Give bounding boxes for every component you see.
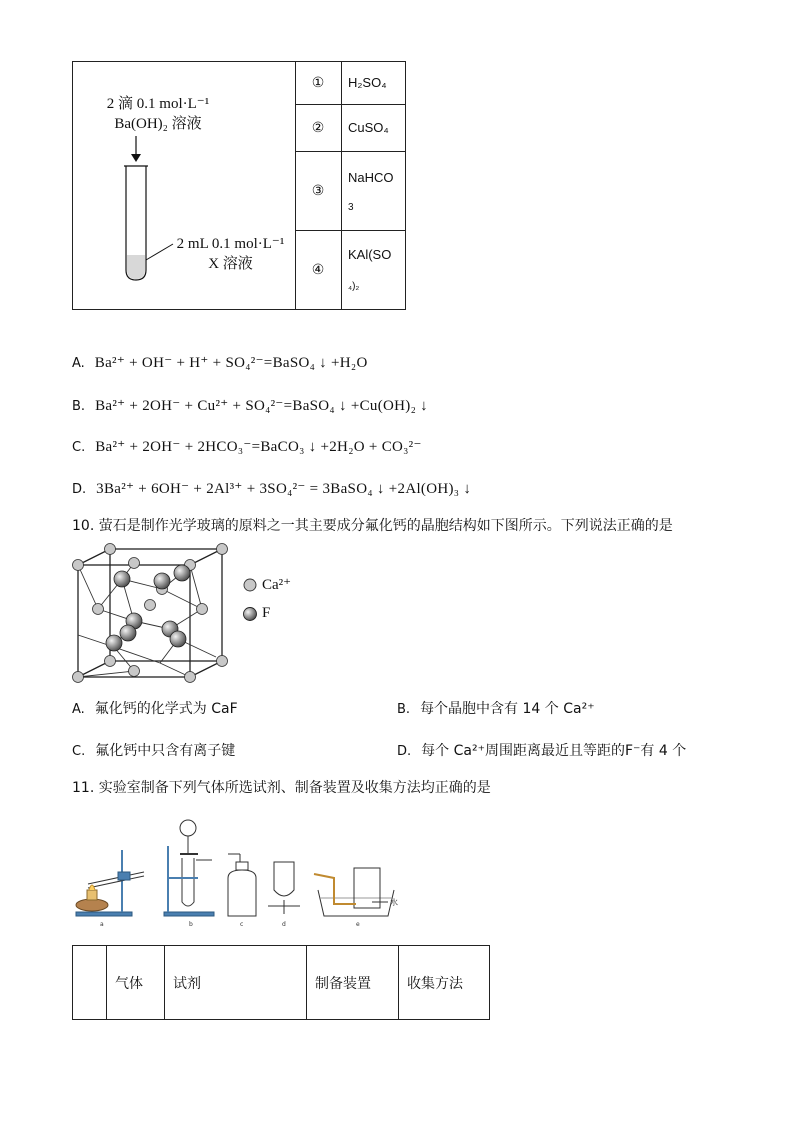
- top-reagent-line2: Ba(OH)₂ 溶液: [114, 116, 202, 132]
- f-ion-swatch: [242, 606, 258, 622]
- row-formula-subscript: 3: [348, 202, 354, 213]
- row-number: ④: [295, 231, 342, 309]
- test-tube-figure: [73, 62, 296, 309]
- top-reagent-line1: 2 滴 0.1 mol·L⁻¹: [106, 96, 210, 112]
- bottom-reagent-label: [168, 234, 293, 274]
- legend-ca: [242, 575, 291, 594]
- option-c: [72, 740, 235, 760]
- option-c: [72, 437, 422, 456]
- option-label: C.: [72, 744, 86, 759]
- option-label: D.: [397, 744, 412, 759]
- crystal-cell-diagram: [70, 543, 240, 688]
- option-label: D.: [72, 482, 87, 497]
- apparatus-label-b: b: [189, 921, 193, 926]
- option-equation: Ba²⁺ + OH⁻ + H⁺ + SO₄²⁻=BaSO₄ ↓ +H₂O: [94, 355, 368, 371]
- gas-preparation-table: [72, 945, 490, 1020]
- row-formula-subscript: ₄)₂: [348, 281, 360, 292]
- table-header-reagent: 试剂: [165, 946, 307, 1019]
- ca-ion-swatch: [242, 577, 258, 593]
- option-label: A.: [72, 356, 85, 371]
- apparatus-label-a: a: [100, 921, 104, 926]
- legend-f: [242, 605, 270, 622]
- option-equation: Ba²⁺ + 2OH⁻ + Cu²⁺ + SO₄²⁻=BaSO₄ ↓ +Cu(OH)₂ ↓: [95, 398, 428, 414]
- option-a: [72, 698, 238, 718]
- table-header-gas: 气体: [107, 946, 165, 1019]
- row-formula: NaHCO: [348, 170, 394, 185]
- question-10-stem: 10. 萤石是制作光学玻璃的原料之一其主要成分氟化钙的晶胞结构如下图所示。下列说法正确的是: [72, 518, 673, 534]
- option-equation: Ba²⁺ + 2OH⁻ + 2HCO₃⁻=BaCO₃ ↓ +2H₂O + CO₃²⁻: [95, 439, 422, 455]
- option-d: [72, 479, 471, 498]
- row-formula: KAl(SO: [348, 247, 392, 262]
- option-label: B.: [72, 399, 86, 414]
- reagent-table: [72, 61, 406, 310]
- reagent-row: [295, 152, 405, 231]
- table-header-blank: [73, 946, 107, 1019]
- row-formula: CuSO₄: [348, 120, 389, 135]
- question-11-stem: 11. 实验室制备下列气体所选试剂、制备装置及收集方法均正确的是: [72, 780, 491, 796]
- reagent-row: [295, 105, 405, 152]
- row-number: ②: [295, 105, 342, 151]
- legend-f-label: F: [262, 605, 271, 621]
- reagent-row: [295, 62, 405, 105]
- option-equation: 3Ba²⁺ + 6OH⁻ + 2Al³⁺ + 3SO₄²⁻ = 3BaSO₄ ↓ +2Al(OH)₃ ↓: [96, 481, 472, 497]
- legend-ca-label: Ca²⁺: [262, 577, 292, 593]
- apparatus-label-c: c: [240, 921, 244, 926]
- table-header-collection: 收集方法: [407, 975, 463, 992]
- row-formula: H₂SO₄: [348, 75, 387, 90]
- row-number: ①: [295, 62, 342, 104]
- apparatus-label-e: e: [356, 921, 360, 926]
- option-label: A.: [72, 702, 85, 717]
- option-text: 氟化钙中只含有离子键: [95, 743, 236, 759]
- apparatus-label-d: d: [282, 921, 286, 926]
- option-b: [72, 396, 428, 415]
- option-label: C.: [72, 440, 86, 455]
- water-label: 水: [390, 898, 398, 907]
- option-text: 氟化钙的化学式为 CaF: [94, 701, 238, 717]
- reagent-row: [295, 231, 405, 309]
- apparatus-figure: [72, 806, 412, 926]
- bottom-reagent-line1: 2 mL 0.1 mol·L⁻¹: [176, 236, 285, 252]
- option-a: [72, 353, 368, 372]
- option-d: [397, 740, 686, 760]
- bottom-reagent-line2: X 溶液: [208, 256, 253, 272]
- row-number: ③: [295, 152, 342, 230]
- table-header-apparatus: 制备装置: [307, 946, 399, 1019]
- option-text: 每个 Ca²⁺周围距离最近且等距的F⁻有 4 个: [421, 743, 687, 759]
- option-text: 每个晶胞中含有 14 个 Ca²⁺: [420, 701, 595, 717]
- option-b: [397, 698, 595, 718]
- option-label: B.: [397, 702, 411, 717]
